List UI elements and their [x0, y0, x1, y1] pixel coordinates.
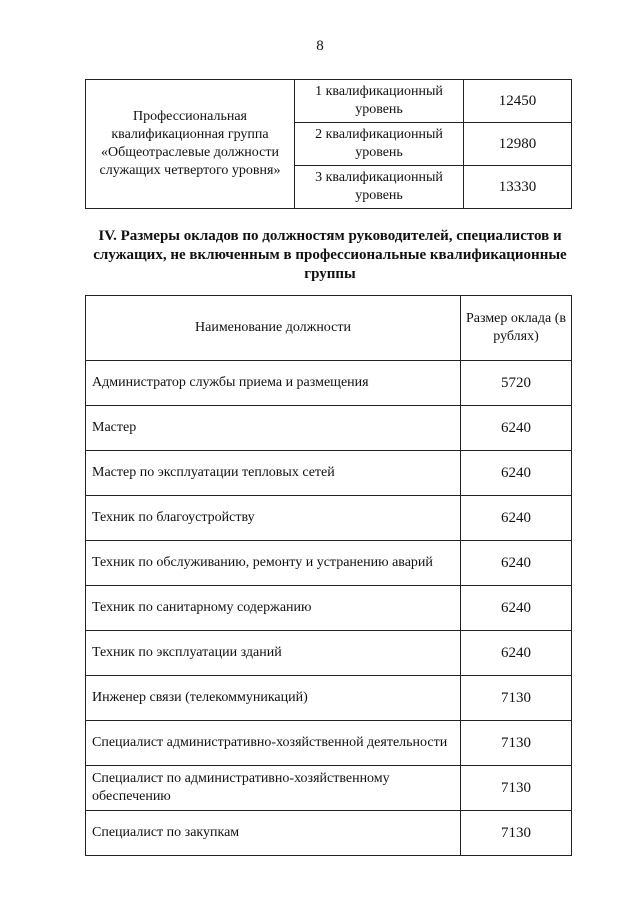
position-name: Техник по обслуживанию, ремонту и устранению аварий — [86, 541, 461, 586]
table-row — [86, 496, 572, 541]
position-name: Специалист по закупкам — [86, 811, 461, 856]
qualification-amount-2: 12980 — [464, 123, 572, 166]
salary-table — [85, 295, 572, 856]
position-name: Техник по санитарному содержанию — [86, 586, 461, 631]
qualification-level-2: 2 квалификационный уровень — [295, 123, 464, 166]
table-row — [86, 766, 572, 811]
position-name: Инженер связи (телекоммуникаций) — [86, 676, 461, 721]
position-name: Техник по благоустройству — [86, 496, 461, 541]
table-row — [86, 361, 572, 406]
position-name: Техник по эксплуатации зданий — [86, 631, 461, 676]
qualification-group-name: Профессиональная квалификационная группа «Общеотраслевые должности служащих четвертого уровня» — [86, 80, 295, 209]
table-row — [86, 631, 572, 676]
salary-amount: 6240 — [461, 496, 572, 541]
table-header-row — [86, 296, 572, 361]
salary-amount: 6240 — [461, 631, 572, 676]
header-salary-amount: Размер оклада (в рублях) — [461, 296, 572, 361]
qualification-amount-3: 13330 — [464, 166, 572, 209]
position-name: Специалист по административно-хозяйственному обеспечению — [86, 766, 461, 811]
qualification-level-3: 3 квалификационный уровень — [295, 166, 464, 209]
table-row — [86, 541, 572, 586]
table-row — [86, 406, 572, 451]
salary-amount: 7130 — [461, 721, 572, 766]
table-row — [86, 451, 572, 496]
table-row — [86, 586, 572, 631]
position-name: Специалист административно-хозяйственной деятельности — [86, 721, 461, 766]
header-position-name: Наименование должности — [86, 296, 461, 361]
salary-amount: 7130 — [461, 676, 572, 721]
position-name: Мастер — [86, 406, 461, 451]
salary-amount: 6240 — [461, 451, 572, 496]
table-row — [86, 80, 572, 123]
salary-amount: 6240 — [461, 406, 572, 451]
page-number: 8 — [316, 38, 324, 54]
salary-amount: 5720 — [461, 361, 572, 406]
table-row — [86, 811, 572, 856]
table-row — [86, 676, 572, 721]
salary-amount: 6240 — [461, 541, 572, 586]
qualification-group-table — [85, 79, 572, 209]
position-name: Администратор службы приема и размещения — [86, 361, 461, 406]
table-row — [86, 721, 572, 766]
qualification-level-1: 1 квалификационный уровень — [295, 80, 464, 123]
salary-amount: 7130 — [461, 811, 572, 856]
salary-amount: 6240 — [461, 586, 572, 631]
qualification-amount-1: 12450 — [464, 80, 572, 123]
section-heading: IV. Размеры окладов по должностям руководителей, специалистов и служащих, не включенным в профессиональные квалификационные группы — [93, 228, 567, 282]
salary-amount: 7130 — [461, 766, 572, 811]
position-name: Мастер по эксплуатации тепловых сетей — [86, 451, 461, 496]
